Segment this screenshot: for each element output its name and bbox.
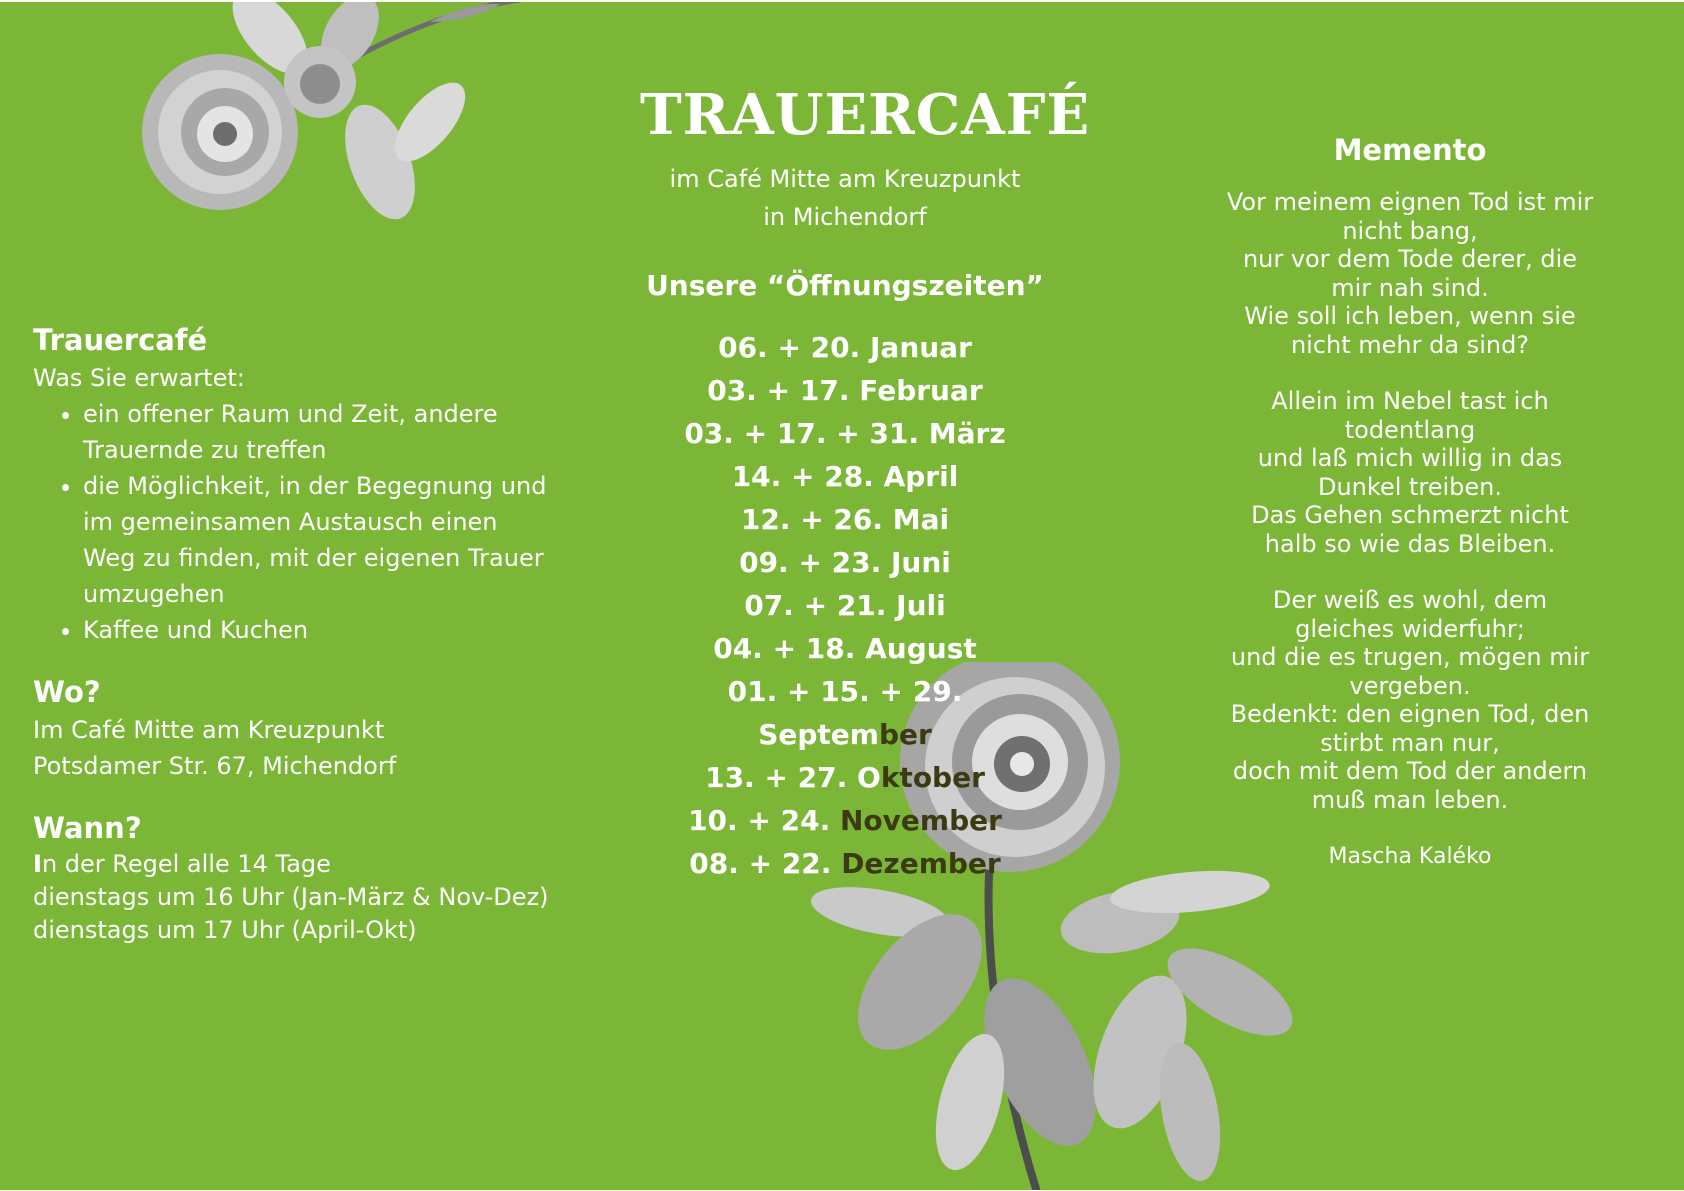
schedule-column bbox=[640, 80, 1091, 885]
poem-stanza: Allein im Nebel tast ich todentlang und laß mich willig in das Dunkel treiben. Das Gehen schmerzt nicht halb so wie das Bleiben. bbox=[1251, 387, 1569, 558]
when-line-1-rest: n der Regel alle 14 Tage bbox=[41, 850, 331, 878]
hours-heading: Unsere “Öffnungszeiten” bbox=[646, 269, 1044, 302]
date-item: 07. + 21. Juli bbox=[744, 589, 946, 622]
poem-stanza: Vor meinem eignen Tod ist mir nicht bang, nur vor dem Tode derer, die mir nah sind. Wie soll ich leben, wenn sie nicht mehr da sind? bbox=[1226, 188, 1594, 359]
location-line-1: im Café Mitte am Kreuzpunkt bbox=[669, 165, 1021, 193]
dates-list bbox=[640, 326, 1050, 885]
when-line-3: dienstags um 17 Uhr (April-Okt) bbox=[33, 916, 417, 944]
poem-author: Mascha Kaléko bbox=[1328, 844, 1492, 869]
date-item: 10. + 24. November bbox=[688, 804, 1002, 837]
when-first-letter: I bbox=[33, 850, 42, 878]
poem-column bbox=[1205, 130, 1615, 872]
date-item: 09. + 23. Juni bbox=[739, 546, 951, 579]
rose-top-icon bbox=[130, 2, 530, 252]
list-item: • ein offener Raum und Zeit, andere Trauernde zu treffen bbox=[83, 396, 553, 468]
poem-stanza: Der weiß es wohl, dem gleiches widerfuhr; und die es trugen, mögen mir vergeben. Bedenkt: den eignen Tod, den stirbt man nur, doch mit dem Tod der andern muß man leben. bbox=[1230, 586, 1590, 814]
location bbox=[640, 160, 1050, 236]
where-section bbox=[33, 672, 553, 784]
poem-title: Memento bbox=[1333, 133, 1487, 167]
when-line-2: dienstags um 16 Uhr (Jan-März & Nov-Dez) bbox=[33, 883, 549, 911]
date-item: 03. + 17. Februar bbox=[707, 374, 983, 407]
where-line-1: Im Café Mitte am Kreuzpunkt bbox=[33, 716, 385, 744]
flyer-page bbox=[0, 2, 1684, 1190]
date-item: 04. + 18. August bbox=[713, 632, 977, 665]
cafe-heading: Trauercafé bbox=[33, 323, 208, 357]
location-line-2: in Michendorf bbox=[763, 203, 927, 231]
date-item: 03. + 17. + 31. März bbox=[684, 417, 1006, 450]
date-item: 13. + 27. Oktober bbox=[705, 761, 985, 794]
when-heading: Wann? bbox=[33, 811, 142, 845]
info-column bbox=[33, 320, 553, 947]
date-item: 01. + 15. + 29. September bbox=[727, 675, 963, 751]
date-item: 08. + 22. Dezember bbox=[689, 847, 1001, 880]
list-item: • die Möglichkeit, in der Begegnung und im gemeinsamen Austausch einen Weg zu finden, mit der eigenen Trauer umzugehen bbox=[83, 468, 553, 612]
when-section bbox=[33, 808, 553, 947]
list-item: • Kaffee und Kuchen bbox=[83, 612, 553, 648]
when-line-1 bbox=[33, 848, 553, 881]
expect-label: Was Sie erwartet: bbox=[33, 364, 245, 392]
expect-list bbox=[33, 396, 553, 648]
date-item: 14. + 28. April bbox=[731, 460, 959, 493]
date-item: 06. + 20. Januar bbox=[718, 331, 972, 364]
where-line-2: Potsdamer Str. 67, Michendorf bbox=[33, 752, 397, 780]
date-item: 12. + 26. Mai bbox=[740, 503, 950, 536]
page-title: TRAUERCAFÉ bbox=[640, 82, 1091, 148]
where-heading: Wo? bbox=[33, 675, 101, 709]
